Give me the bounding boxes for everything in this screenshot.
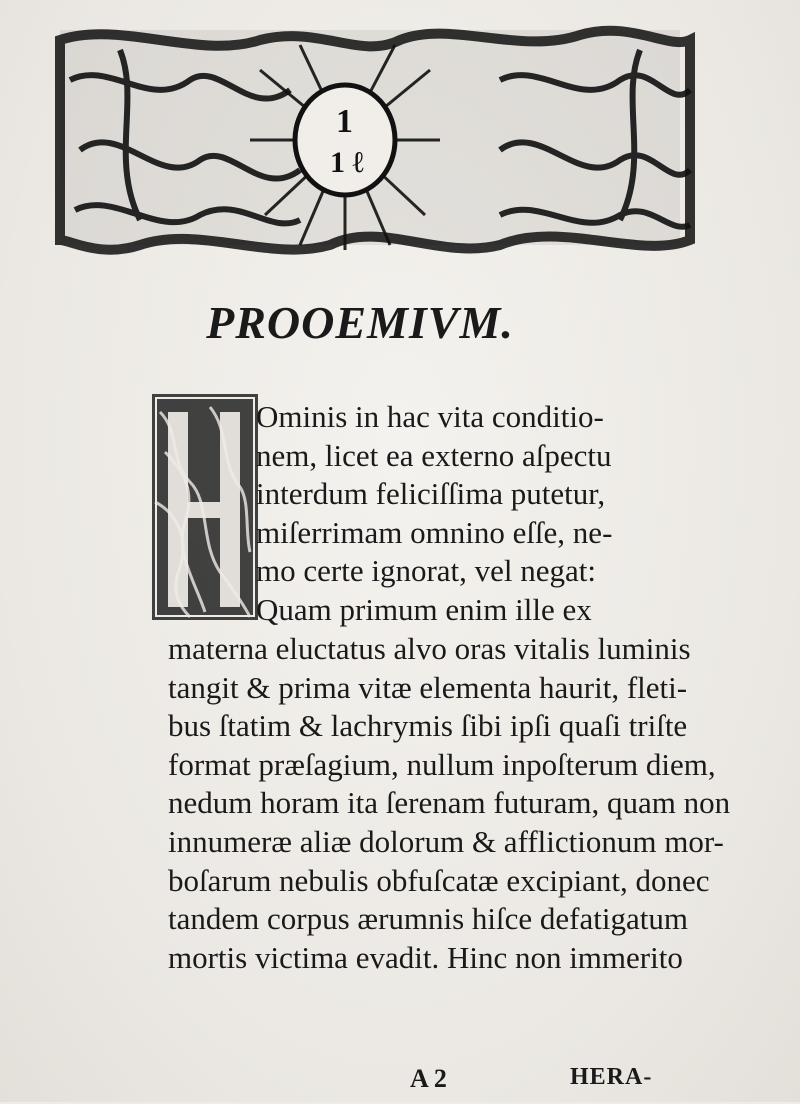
text-line: nem, licet ea externo aſpectu [256,437,612,473]
catchword: HERA- [570,1064,653,1090]
ornamental-headpiece [0,0,800,270]
text-line: format præſagium, nullum inpoſterum diem, [168,746,716,782]
paragraph-body [168,630,731,977]
text-line: mortis victima evadit. Hinc non immerito [168,939,683,975]
page-title: PROOEMIVM. [206,297,514,348]
text-line: Ominis in hac vita conditio- [256,399,604,434]
paragraph-opening [256,398,756,630]
text-line: miſerrimam omnino eſſe, ne- [256,514,613,550]
decorated-initial-letter [150,392,260,622]
text-line: mo certe ignorat, vel negat: [256,553,597,589]
text-line: bus ſtatim & lachrymis ſibi ipſi quaſi triſte [168,708,688,744]
text-line: boſarum nebulis obfuſcatæ excipiant, donec [168,862,710,898]
text-line: nedum horam ita ſerenam futuram, quam non [168,785,731,821]
text-line: innumeræ aliæ dolorum & afflictionum mor- [168,823,724,859]
text-line: Quam primum enim ille ex [256,591,592,627]
text-line: tandem corpus ærumnis hiſce defatigatum [168,901,688,937]
text-line: tangit & prima vitæ elementa haurit, fleti- [168,669,688,705]
text-line: materna eluctatus alvo oras vitalis luminis [168,631,691,666]
svg-text:1: 1 [336,103,353,140]
text-line: interdum feliciſſima putetur, [256,476,606,512]
svg-text:1 ℓ: 1 ℓ [330,146,364,179]
signature-mark: A 2 [410,1064,447,1093]
page-footer [0,1064,800,1104]
